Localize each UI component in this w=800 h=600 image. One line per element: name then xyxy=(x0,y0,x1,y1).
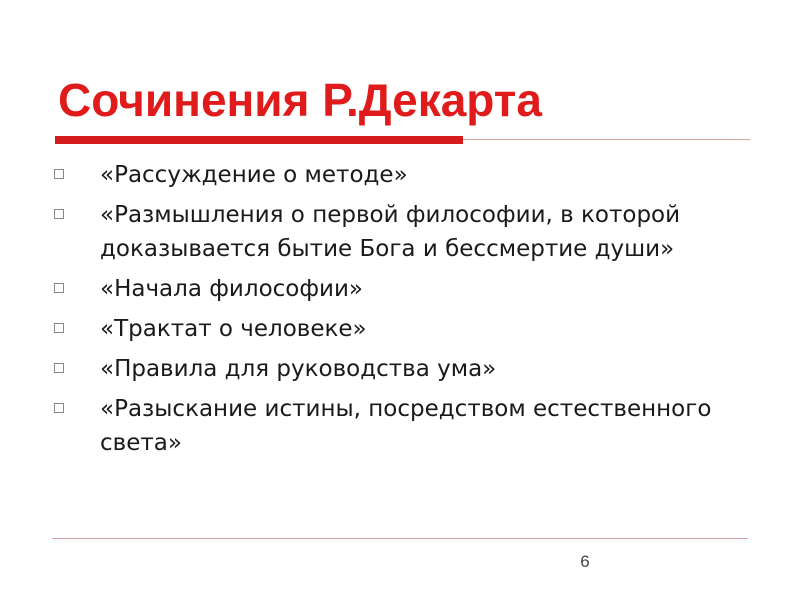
bullet-text: «Правила для руководства ума» xyxy=(100,356,497,382)
hollow-square-icon xyxy=(54,209,64,219)
title-underline-rule xyxy=(463,139,750,140)
bullet-text: «Рассуждение о методе» xyxy=(100,162,408,188)
bullet-text: «Трактат о человеке» xyxy=(100,316,367,342)
list-item xyxy=(52,198,742,266)
bullet-text: «Начала философии» xyxy=(100,276,363,302)
hollow-square-icon xyxy=(54,169,64,179)
list-item xyxy=(52,272,742,306)
page-number: 6 xyxy=(580,552,590,571)
list-item xyxy=(52,352,742,386)
bullet-list xyxy=(52,158,742,466)
hollow-square-icon xyxy=(54,283,64,293)
bullet-text: «Размышления о первой философии, в которой доказывается бытие Бога и бессмертие души» xyxy=(100,202,681,262)
slide-title: Сочинения Р.Декарта xyxy=(58,74,542,126)
hollow-square-icon xyxy=(54,323,64,333)
hollow-square-icon xyxy=(54,363,64,373)
bullet-text: «Разыскание истины, посредством естественного света» xyxy=(100,396,712,456)
list-item xyxy=(52,312,742,346)
hollow-square-icon xyxy=(54,403,64,413)
list-item xyxy=(52,158,742,192)
footer-rule xyxy=(52,538,748,539)
title-underline-bar xyxy=(55,136,463,144)
list-item xyxy=(52,392,742,460)
